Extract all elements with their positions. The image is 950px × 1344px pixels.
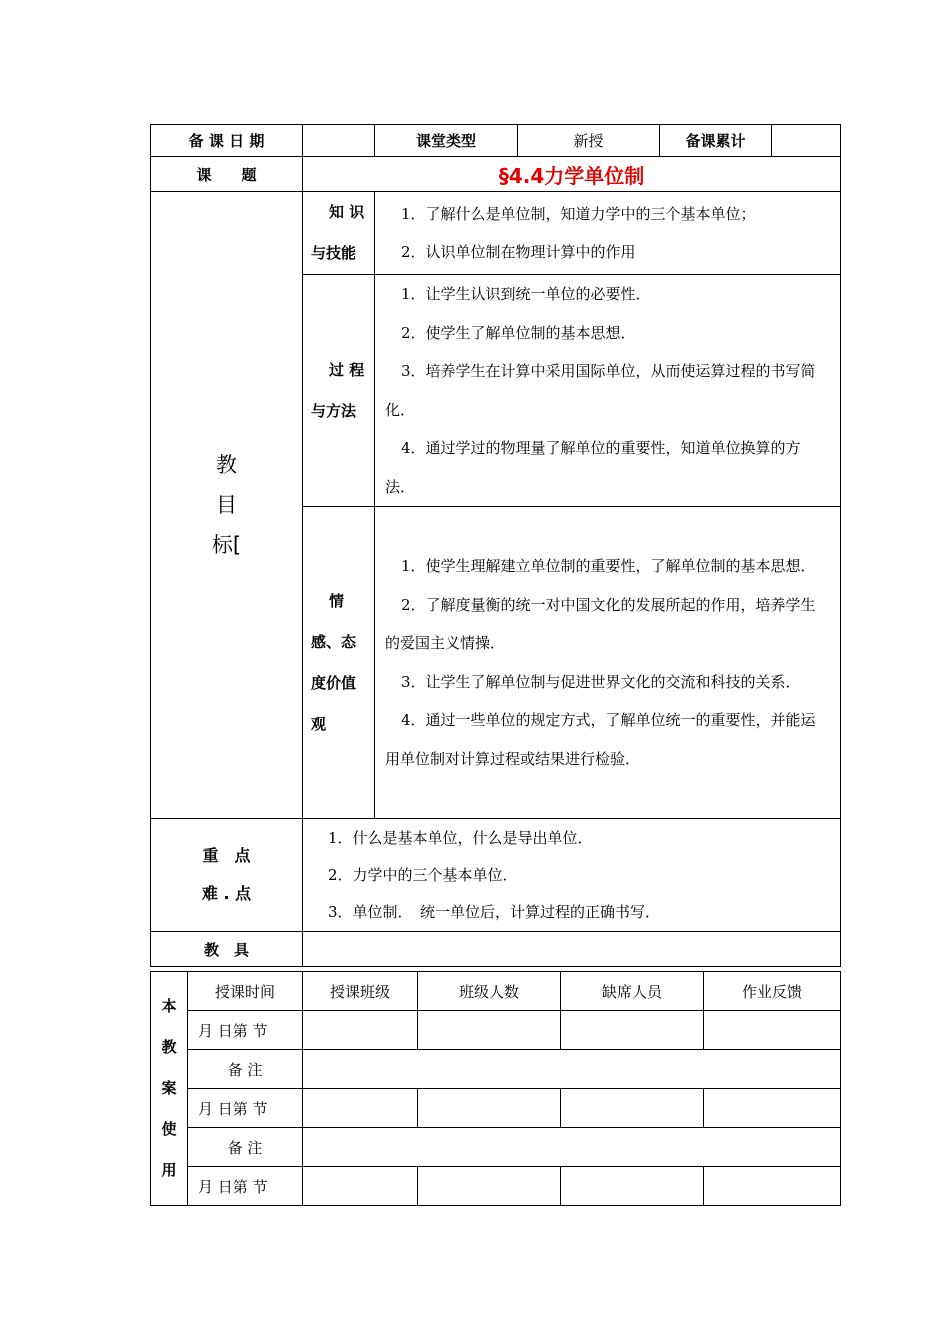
objective-knowledge-row (151, 192, 841, 275)
col-absent: 缺席人员 (561, 972, 704, 1011)
usage-cell[interactable] (561, 1011, 704, 1050)
class-type-label: 课堂类型 (375, 125, 518, 157)
usage-note-row-2 (151, 1128, 841, 1167)
lesson-plan-table (150, 124, 841, 967)
header-row (151, 125, 841, 157)
usage-date-2: 月 日第 节 (188, 1089, 303, 1128)
topic-row (151, 157, 841, 192)
usage-note-value[interactable] (303, 1128, 841, 1167)
usage-note-label-2: 备 注 (188, 1128, 303, 1167)
key-points-label: 重 点 难 . 点 (151, 819, 303, 932)
key-points-row (151, 819, 841, 932)
topic-label: 课 题 (151, 157, 303, 192)
tools-row (151, 932, 841, 967)
usage-cell[interactable] (561, 1089, 704, 1128)
usage-cell[interactable] (303, 1089, 418, 1128)
process-content: 1．让学生认识到统一单位的必要性． 2．使学生了解单位制的基本思想． 3．培养学生在计算中采用国际单位，从而使运算过程的书写简化． 4．通过学过的物理量了解单位的重要性，知道单位换算的方法． (375, 275, 841, 507)
usage-cell[interactable] (418, 1167, 561, 1206)
lesson-title: §4.4力学单位制 (303, 157, 841, 192)
prep-date-value[interactable] (303, 125, 375, 157)
class-type-value[interactable]: 新授 (518, 125, 660, 157)
usage-cell[interactable] (561, 1167, 704, 1206)
emotion-content: 1．使学生理解建立单位制的重要性，了解单位制的基本思想． 2．了解度量衡的统一对中国文化的发展所起的作用，培养学生的爱国主义情操． 3．让学生了解单位制与促进世界文化的交流和科技的关系． 4．通过一些单位的规定方式，了解单位统一的重要性，并能运用单位制对计算过程或结果进行检验． (375, 507, 841, 819)
usage-row-1 (151, 1011, 841, 1050)
usage-cell[interactable] (704, 1089, 841, 1128)
knowledge-content: 1．了解什么是单位制，知道力学中的三个基本单位； 2．认识单位制在物理计算中的作用 (375, 192, 841, 275)
cumulative-value[interactable] (772, 125, 841, 156)
usage-cell[interactable] (418, 1089, 561, 1128)
usage-header-row (151, 972, 841, 1011)
tools-value[interactable] (303, 932, 841, 967)
usage-note-value[interactable] (303, 1050, 841, 1089)
usage-note-label-1: 备 注 (188, 1050, 303, 1089)
key-points-content: 1．什么是基本单位，什么是导出单位． 2．力学中的三个基本单位． 3．单位制． 统一单位后，计算过程的正确书写． (303, 819, 841, 932)
col-class: 授课班级 (303, 972, 418, 1011)
usage-cell[interactable] (418, 1011, 561, 1050)
process-label: 过 程 与方法 (303, 275, 375, 507)
usage-cell[interactable] (303, 1167, 418, 1206)
usage-cell[interactable] (704, 1167, 841, 1206)
col-homework-feedback: 作业反馈 (704, 972, 841, 1011)
emotion-label: 情 感、态 度价值 观 (303, 507, 375, 819)
usage-row-2 (151, 1089, 841, 1128)
lesson-plan-sheet (150, 124, 840, 1206)
usage-date-3: 月 日第 节 (188, 1167, 303, 1206)
usage-note-row-1 (151, 1050, 841, 1089)
usage-date-1: 月 日第 节 (188, 1011, 303, 1050)
cumulative-label: 备课累计 (660, 125, 772, 156)
usage-side-label: 本 教 案 使 用 (151, 972, 188, 1206)
usage-cell[interactable] (303, 1011, 418, 1050)
col-class-size: 班级人数 (418, 972, 561, 1011)
col-teaching-time: 授课时间 (188, 972, 303, 1011)
prep-date-label: 备 课 日 期 (151, 125, 303, 157)
knowledge-label: 知 识 与技能 (303, 192, 375, 275)
usage-cell[interactable] (704, 1011, 841, 1050)
usage-row-3 (151, 1167, 841, 1206)
objectives-label: 教 目 标[ (151, 192, 303, 819)
tools-label: 教 具 (151, 932, 303, 967)
usage-table (150, 971, 841, 1206)
